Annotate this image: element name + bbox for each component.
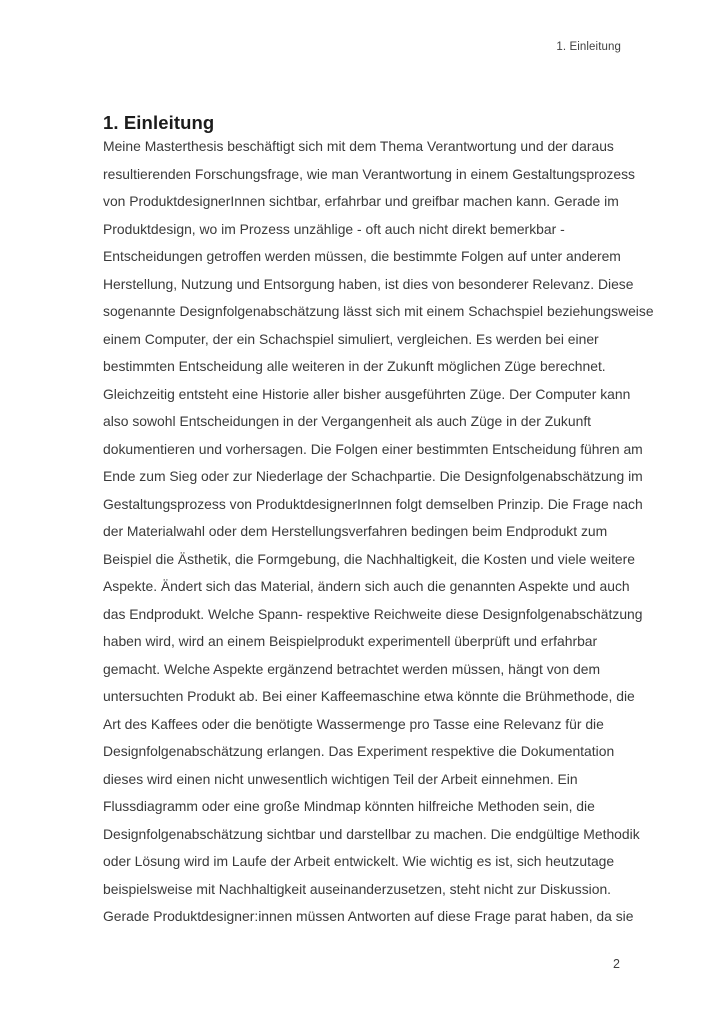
body-line: dokumentieren und vorhersagen. Die Folgen einer bestimmten Entscheidung führen am: [103, 440, 643, 457]
body-line: Gleichzeitig entsteht eine Historie aller bisher ausgeführten Züge. Der Computer kann: [103, 385, 631, 402]
body-line: Designfolgenabschätzung sichtbar und darstellbar zu machen. Die endgültige Methodik: [103, 825, 640, 842]
body-line: einem Computer, der ein Schachspiel simuliert, vergleichen. Es werden bei einer: [103, 330, 599, 347]
body-line: Aspekte. Ändert sich das Material, ändern sich auch die genannten Aspekte und auch: [103, 578, 630, 594]
body-line: resultierenden Forschungsfrage, wie man Verantwortung in einem Gestaltungsprozess: [103, 165, 635, 182]
body-line: oder Lösung wird im Laufe der Arbeit entwickelt. Wie wichtig es ist, sich heutzutage: [103, 853, 615, 869]
body-line: Entscheidungen getroffen werden müssen, die bestimmte Folgen auf unter anderem: [103, 248, 621, 264]
body-line: Ende zum Sieg oder zur Niederlage der Schachpartie. Die Designfolgenabschätzung im: [103, 468, 643, 484]
body-line: Herstellung, Nutzung und Entsorgung haben, ist dies von besonderer Relevanz. Diese: [103, 275, 634, 292]
page-number: 2: [613, 957, 620, 971]
body-line: Art des Kaffees oder die benötigte Wassermenge pro Tasse eine Relevanz für die: [103, 715, 604, 732]
body-line: Gestaltungsprozess von ProduktdesignerInnen folgt demselben Prinzip. Die Frage nach: [103, 495, 643, 512]
body-line: Beispiel die Ästhetik, die Formgebung, die Nachhaltigkeit, die Kosten und viele weitere: [103, 550, 636, 567]
body-line: bestimmten Entscheidung alle weiteren in der Zukunft möglichen Züge berechnet.: [103, 358, 606, 374]
body-line: Meine Masterthesis beschäftigt sich mit dem Thema Verantwortung und der daraus: [103, 138, 614, 154]
body-line: gemacht. Welche Aspekte ergänzend betrachtet werden müssen, hängt von dem: [103, 660, 601, 677]
body-line: haben wird, wird an einem Beispielprodukt experimentell überprüft und erfahrbar: [103, 633, 598, 649]
body-line: das Endprodukt. Welche Spann- respektive Reichweite diese Designfolgenabschätzung: [103, 605, 643, 622]
body-line: Produktdesign, wo im Prozess unzählige - oft auch nicht direkt bemerkbar -: [103, 220, 565, 237]
body-line: sogenannte Designfolgenabschätzung lässt sich mit einem Schachspiel beziehungsweise: [103, 303, 654, 319]
running-header: 1. Einleitung: [556, 41, 621, 53]
body-line: von ProduktdesignerInnen sichtbar, erfahrbar und greifbar machen kann. Gerade im: [103, 193, 619, 209]
body-line: Flussdiagramm oder eine große Mindmap könnten hilfreiche Methoden sein, die: [103, 798, 595, 814]
body-line: Designfolgenabschätzung erlangen. Das Experiment respektive die Dokumentation: [103, 743, 615, 759]
paragraph: [103, 133, 654, 931]
body-line: dieses wird einen nicht unwesentlich wichtigen Teil der Arbeit einnehmen. Ein: [103, 770, 578, 787]
section-title: 1. Einleitung: [103, 112, 215, 134]
body-line: der Materialwahl oder dem Herstellungsverfahren bedingen beim Endprodukt zum: [103, 523, 608, 539]
body-line: untersuchten Produkt ab. Bei einer Kaffeemaschine etwa könnte die Brühmethode, die: [103, 688, 635, 704]
body-line: beispielsweise mit Nachhaltigkeit auseinanderzusetzen, steht nicht zur Diskussion.: [103, 880, 612, 897]
body-line: also sowohl Entscheidungen in der Vergangenheit als auch Züge in der Zukunft: [103, 413, 592, 429]
body-line: Gerade Produktdesigner:innen müssen Antworten auf diese Frage parat haben, da sie: [103, 908, 634, 924]
